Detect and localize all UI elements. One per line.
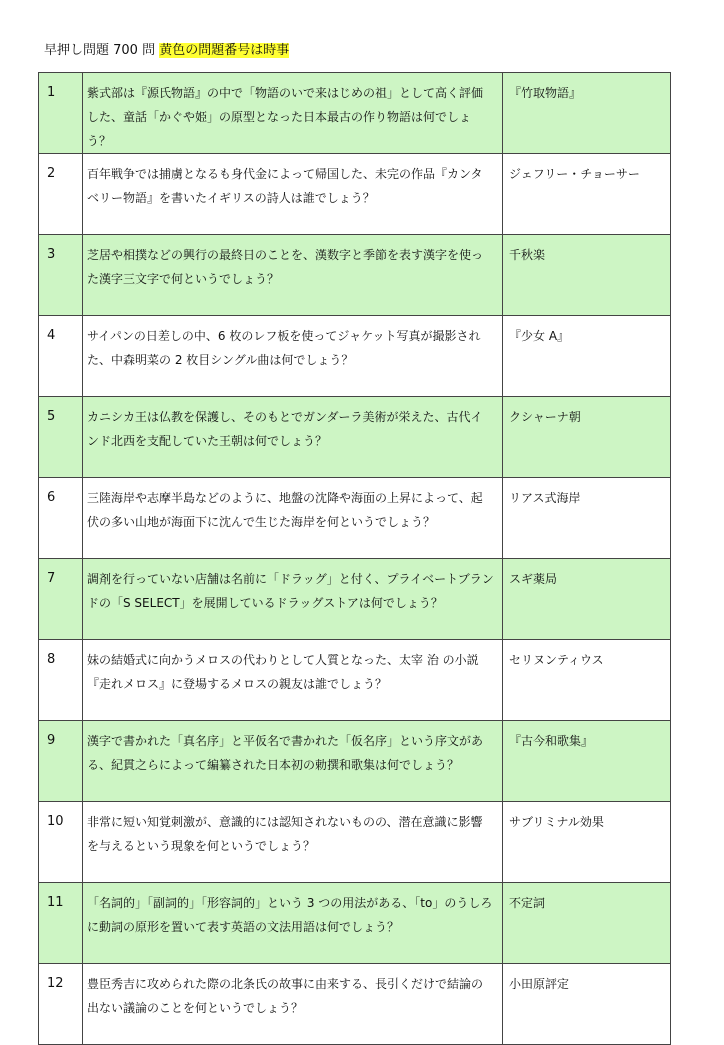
question-number: 12 bbox=[39, 964, 83, 1045]
answer-text: 『古今和歌集』 bbox=[503, 721, 671, 802]
question-number: 2 bbox=[39, 154, 83, 235]
question-text: カニシカ王は仏教を保護し、そのもとでガンダーラ美術が栄えた、古代インド北西を支配していた王朝は何でしょう？ bbox=[83, 397, 503, 478]
question-number: 7 bbox=[39, 559, 83, 640]
question-number: 1 bbox=[39, 73, 83, 154]
table-row bbox=[39, 235, 671, 316]
question-number: 11 bbox=[39, 883, 83, 964]
table-row bbox=[39, 883, 671, 964]
answer-text: 『竹取物語』 bbox=[503, 73, 671, 154]
table-row bbox=[39, 802, 671, 883]
page-title: 早押し問題 700 問 bbox=[44, 43, 156, 58]
table-row bbox=[39, 154, 671, 235]
quiz-table-body bbox=[39, 73, 671, 1045]
question-text: 紫式部は『源氏物語』の中で「物語のいで来はじめの祖」として高く評価した、童話「かぐや姫」の原型となった日本最古の作り物語は何でしょう？ bbox=[83, 73, 503, 154]
question-text: 「名詞的」「副詞的」「形容詞的」という 3 つの用法がある、「to」のうしろに動詞の原形を置いて表す英語の文法用語は何でしょう？ bbox=[83, 883, 503, 964]
question-text: 調剤を行っていない店舗は名前に「ドラッグ」と付く、プライベートブランドの「S SELECT」を展開しているドラッグストアは何でしょう？ bbox=[83, 559, 503, 640]
question-number: 3 bbox=[39, 235, 83, 316]
table-row bbox=[39, 964, 671, 1045]
page-header bbox=[44, 42, 289, 60]
table-row bbox=[39, 640, 671, 721]
answer-text: ジェフリー・チョーサー bbox=[503, 154, 671, 235]
table-row bbox=[39, 73, 671, 154]
answer-text: スギ薬局 bbox=[503, 559, 671, 640]
question-number: 10 bbox=[39, 802, 83, 883]
table-row bbox=[39, 559, 671, 640]
answer-text: セリヌンティウス bbox=[503, 640, 671, 721]
question-number: 5 bbox=[39, 397, 83, 478]
answer-text: 『少女 A』 bbox=[503, 316, 671, 397]
answer-text: 小田原評定 bbox=[503, 964, 671, 1045]
question-text: 百年戦争では捕虜となるも身代金によって帰国した、未完の作品『カンタベリー物語』を書いたイギリスの詩人は誰でしょう？ bbox=[83, 154, 503, 235]
table-row bbox=[39, 316, 671, 397]
table-row bbox=[39, 721, 671, 802]
question-number: 6 bbox=[39, 478, 83, 559]
table-row bbox=[39, 478, 671, 559]
question-text: 豊臣秀吉に攻められた際の北条氏の故事に由来する、長引くだけで結論の出ない議論のことを何というでしょう？ bbox=[83, 964, 503, 1045]
answer-text: リアス式海岸 bbox=[503, 478, 671, 559]
question-text: 漢字で書かれた「真名序」と平仮名で書かれた「仮名序」という序文がある、紀貫之らによって編纂された日本初の勅撰和歌集は何でしょう？ bbox=[83, 721, 503, 802]
question-text: サイパンの日差しの中、6 枚のレフ板を使ってジャケット写真が撮影された、中森明菜の 2 枚目シングル曲は何でしょう？ bbox=[83, 316, 503, 397]
table-row bbox=[39, 397, 671, 478]
highlight-note: 黄色の問題番号は時事 bbox=[159, 43, 290, 58]
question-text: 非常に短い知覚刺激が、意識的には認知されないものの、潜在意識に影響を与えるという現象を何というでしょう？ bbox=[83, 802, 503, 883]
question-text: 芝居や相撲などの興行の最終日のことを、漢数字と季節を表す漢字を使った漢字三文字で何というでしょう？ bbox=[83, 235, 503, 316]
answer-text: 不定詞 bbox=[503, 883, 671, 964]
quiz-table bbox=[38, 72, 671, 1045]
question-number: 8 bbox=[39, 640, 83, 721]
question-text: 三陸海岸や志摩半島などのように、地盤の沈降や海面の上昇によって、起伏の多い山地が海面下に沈んで生じた海岸を何というでしょう？ bbox=[83, 478, 503, 559]
question-number: 4 bbox=[39, 316, 83, 397]
answer-text: サブリミナル効果 bbox=[503, 802, 671, 883]
question-text: 妹の結婚式に向かうメロスの代わりとして人質となった、太宰 治 の小説『走れメロス』に登場するメロスの親友は誰でしょう？ bbox=[83, 640, 503, 721]
answer-text: クシャーナ朝 bbox=[503, 397, 671, 478]
question-number: 9 bbox=[39, 721, 83, 802]
answer-text: 千秋楽 bbox=[503, 235, 671, 316]
